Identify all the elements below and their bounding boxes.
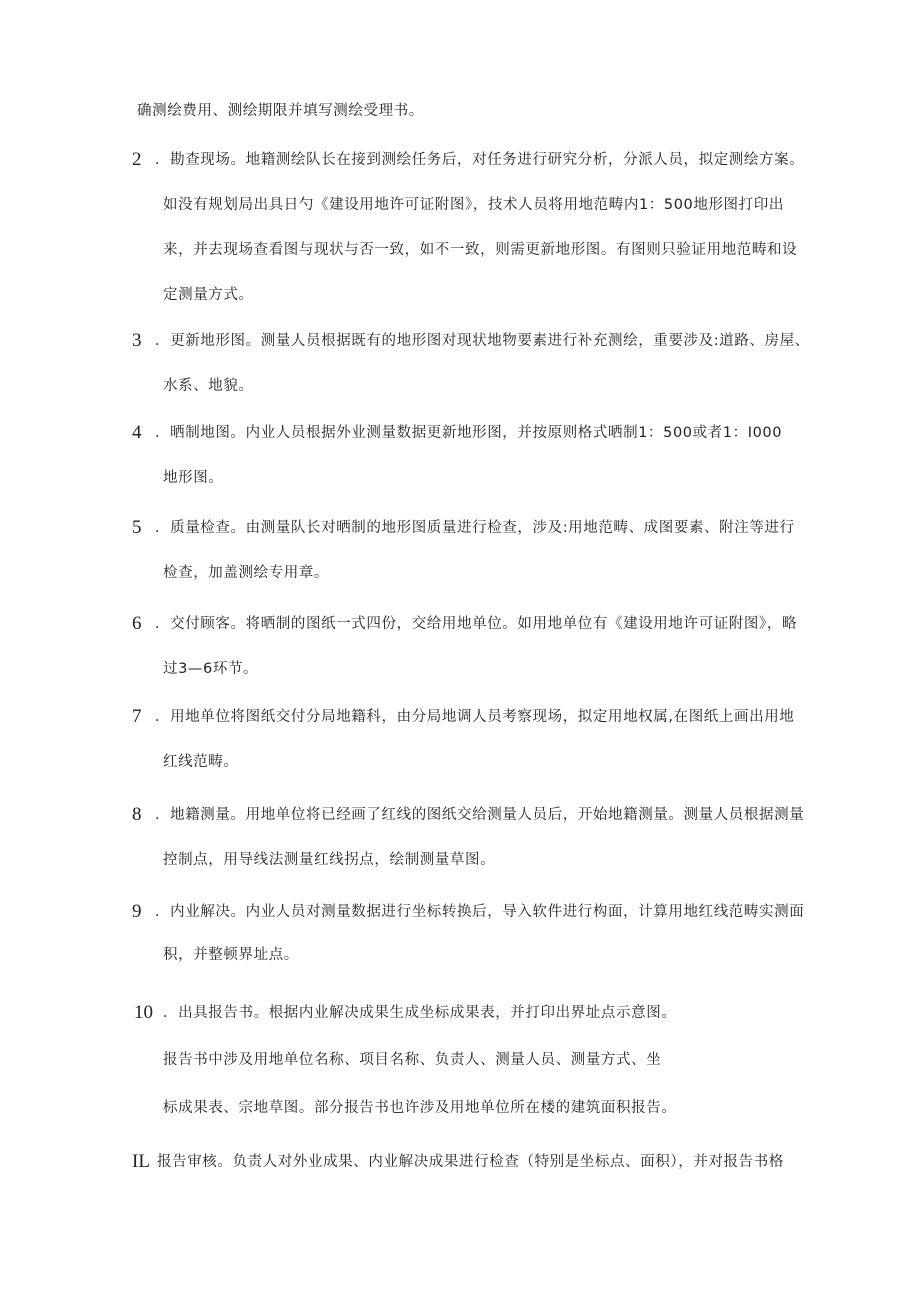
- item-number: 10: [134, 1002, 153, 1023]
- item-text-line: 积，并整顿界址点。: [163, 947, 299, 963]
- item-text-line: ．质量检查。由测量队长对晒制的地形图质量进行检查，涉及:用地范畴、成图要素、附注等进行: [155, 520, 795, 536]
- item-text-line: ．内业解决。内业人员对测量数据进行坐标转换后，导入软件进行构面，计算用地红线范畴实测面: [155, 904, 805, 920]
- item-text-line: 报告书中涉及用地单位名称、项目名称、负责人、测量人员、测量方式、坐: [163, 1052, 662, 1068]
- item-text-line: 水系、地貌。: [163, 378, 254, 394]
- item-text-line: 报告审核。负责人对外业成果、内业解决成果进行检查（特别是坐标点、面积），并对报告书格: [157, 1154, 784, 1170]
- item-text-line: 红线范畴。: [163, 754, 239, 770]
- item-text-line: 地形图。: [163, 470, 224, 486]
- item-text-line: 控制点，用导线法测量红线拐点，绘制测量草图。: [163, 852, 496, 868]
- item-text-line: 检查，加盖测绘专用章。: [163, 565, 330, 581]
- item-text-line: 标成果表、宗地草图。部分报告书也许涉及用地单位所在楼的建筑面积报告。: [163, 1100, 677, 1116]
- item-number: 2: [132, 149, 142, 170]
- item-text-line: ．晒制地图。内业人员根据外业测量数据更新地形图，并按原则格式晒制1：500或者1：I000: [155, 425, 783, 441]
- item-text-line: ．出具报告书。根据内业解决成果生成坐标成果表，并打印出界址点示意图。: [163, 1005, 677, 1021]
- item-number: 8: [132, 804, 142, 825]
- item-number: 5: [132, 517, 142, 538]
- item-text-line: ．用地单位将图纸交付分局地籍科，由分局地调人员考察现场，拟定用地权属,在图纸上画出用地: [155, 709, 795, 725]
- item-text-line: ．勘查现场。地籍测绘队长在接到测绘任务后，对任务进行研究分析，分派人员，拟定测绘方案。: [155, 152, 805, 168]
- item-number: 6: [132, 613, 142, 634]
- item-number: IL: [132, 1151, 150, 1172]
- item-text-line: 如没有规划局出具日勺《建设用地许可证附图》，技术人员将用地范畴内1：500地形图打印出: [163, 197, 784, 213]
- item-text-line: 来，并去现场查看图与现状与否一致，如不一致，则需更新地形图。有图则只验证用地范畴和设: [163, 242, 798, 258]
- item-number: 9: [132, 901, 142, 922]
- item-text-line: ．地籍测量。用地单位将已经画了红线的图纸交给测量人员后，开始地籍测量。测量人员根据测量: [155, 807, 805, 823]
- item-number: 4: [132, 422, 142, 443]
- item-text-line: 过3—6环节。: [163, 661, 259, 677]
- item-text-line: 定测量方式。: [163, 287, 254, 303]
- item-number: 3: [132, 330, 142, 351]
- item-text-line: ．交付顾客。将晒制的图纸一式四份，交给用地单位。如用地单位有《建设用地许可证附图》，略: [155, 616, 798, 632]
- item-number: 7: [132, 706, 142, 727]
- intro-line: 确测绘费用、测绘期限并填写测绘受理书。: [137, 103, 424, 119]
- item-text-line: ．更新地形图。测量人员根据既有的地形图对现状地物要素进行补充测绘，重要涉及:道路、房屋、: [155, 333, 810, 349]
